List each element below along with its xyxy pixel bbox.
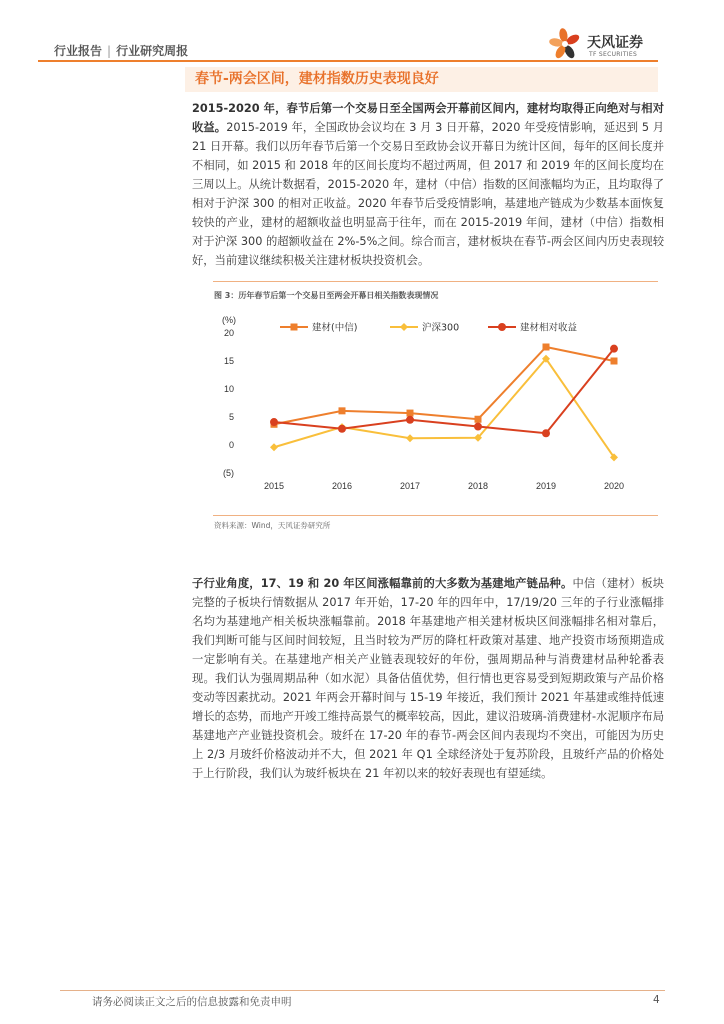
logo-subtitle: TF SECURITIES [589,51,638,58]
paragraph-1 [192,99,664,270]
figure-top-rule [213,281,658,282]
series-line [274,359,614,458]
data-point [475,416,482,423]
data-point [270,418,278,426]
data-point [406,416,414,424]
legend-marker [400,323,408,331]
y-tick-label: 10 [223,384,234,394]
line-chart [212,305,658,505]
legend-label: 沪深300 [422,322,460,334]
y-tick-label: (5) [223,468,234,478]
x-tick-label: 2015 [263,481,285,491]
data-point [474,423,482,431]
section-title: 春节-两会区间，建材指数历史表现良好 [185,67,658,92]
legend-label: 建材(中信) [312,322,358,334]
series-line [274,349,614,434]
y-tick-label: 20 [223,328,234,338]
report-subcategory: 行业研究周报 [116,44,189,58]
data-point [339,407,346,414]
header-divider [38,60,658,62]
footer-divider [60,990,665,991]
y-tick-label: 0 [228,440,234,450]
paragraph-1-lead: 2015-2020 年，春节后第一个交易日至全国两会开幕前区间内，建材均取得正向绝对与相对收益。 [192,102,664,134]
data-point [611,358,618,365]
data-point [407,410,414,417]
page-number: 4 [653,994,660,1006]
y-unit-label: (%) [222,315,236,325]
figure-title: 图 3：历年春节后第一个交易日至两会开幕日相关指数表现情况 [214,291,439,300]
x-tick-label: 2016 [331,481,353,491]
x-tick-label: 2018 [467,481,489,491]
paragraph-2 [192,574,664,783]
report-header: 行业报告 | 行业研究周报 [54,44,189,58]
paragraph-2-lead: 子行业角度，17、19 和 20 年区间涨幅靠前的大多数为基建地产链品种。 [192,577,573,590]
data-point [543,344,550,351]
legend-marker [498,323,506,331]
paragraph-2-body: 中信（建材）板块完整的子板块行情数据从 2017 年开始，17-20 年的四年中，17/19/20 三年的子行业涨幅排名均为基建地产相关板块涨幅靠前。2018 年基建地产相关建材板块区间涨幅排名相对靠后，我们判断可能与区间时间较短，且当时较为严厉的降杠杆政策对基建、地产投资市场预期造成一定影响有关。在基建地产相关产业链表现较好的年份，强周期品种与消费建材品种轮番表现。我们认为强周期品种（如水泥）具备估值优势，但行情也更容易受到短期政策与产品价格变动等因素扰动。2021 年两会开幕时间与 15-19 年接近，我们预计 2021 年基建或维持低速增长的态势，而地产开竣工维持高景气的概率较高，因此，建议沿玻璃-消费建材-水泥顺序布局基建地产产业链投资机会。玻纤在 17-20 年的春节-两会区间内表现均不突出，可能因为历史上 2/3 月玻纤价格波动并不大，但 2021 年 Q1 全球经济处于复苏阶段，且玻纤产品的价格处于上行阶段，我们认为玻纤板块在 21 年初以来的较好表现也有望延续。 [192,577,664,780]
data-point [610,345,618,353]
logo-name: 天风证券 [587,35,643,51]
figure-bottom-rule [213,515,658,516]
paragraph-1-body: 2015-2019 年，全国政协会议均在 3 月 3 日开幕，2020 年受疫情影响，延迟到 5 月 21 日开幕。我们以历年春节后第一个交易日至政协会议开幕日为统计区间，每年的区间长度并不相同，如 2015 和 2018 年的区间长度均不超过两周，但 2017 和 2019 年的区间长度均在三周以上。从统计数据看，2015-2020 年，建材（中信）指数的区间涨幅均为正，且均取得了相对于沪深 300 的相对正收益。2020 年春节后受疫情影响，基建地产链成为少数基本面恢复较快的产业，建材的超额收益也明显高于往年，而在 2015-2019 年间，建材（中信）指数相对于沪深 300 的超额收益在 2%-5%之间。综合而言，建材板块在春节-两会区间内历史表现较好，当前建议继续积极关注建材板块投资机会。 [192,121,664,267]
x-tick-label: 2017 [399,481,421,491]
legend-marker [291,324,298,331]
report-category: 行业报告 [54,44,103,58]
y-tick-label: 5 [228,412,234,422]
x-tick-label: 2020 [603,481,625,491]
data-point [542,429,550,437]
footer-disclaimer: 请务必阅读正文之后的信息披露和免责申明 [92,996,292,1008]
logo-flower-icon [544,26,586,62]
data-point [270,443,278,451]
y-tick-label: 15 [223,356,234,366]
legend-label: 建材相对收益 [520,322,578,334]
company-logo [544,26,694,62]
data-point [406,434,414,442]
x-tick-label: 2019 [535,481,557,491]
data-point [338,425,346,433]
figure-source: 资料来源：Wind，天风证券研究所 [214,521,331,530]
